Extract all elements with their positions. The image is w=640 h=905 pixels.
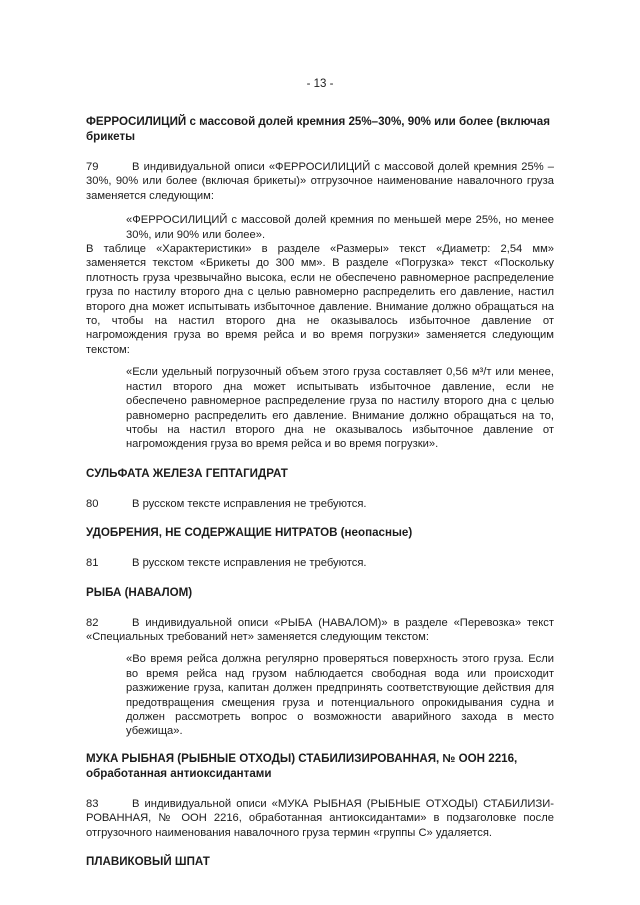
paragraph-79-continued: В таблице «Характеристики» в разделе «Размеры» текст «Диаметр: 2,54 мм» заменяется текстом «Брикеты до 300 мм». В разделе «Погрузка» текст «Поскольку плотность груза чрезвычайно высока, если не обеспечено равномерное распределение груза по настилу второго дна с целью равномерно распределить его давление, настил второго дна может испытывать избыточное давление. Внимание должно обращаться на то, чтобы на настил второго дна не оказывалось избыточное давление от нагромождения груза во время рейса и во время погрузки» заменяется следующим текстом:	[86, 243, 554, 356]
paragraph-number: 79	[86, 161, 99, 173]
paragraph-82	[86, 616, 554, 645]
paragraph-text: В русском тексте исправления не требуются.	[132, 557, 367, 570]
section-heading-fluorspar: ПЛАВИКОВЫЙ ШПАТ	[86, 855, 210, 868]
paragraph-text: В индивидуальной описи «РЫБА (НАВАЛОМ)» в разделе «Перевозка» текст «Специальных требований нет» заменяется следующим текстом:	[86, 616, 554, 643]
paragraph-81	[86, 556, 554, 570]
paragraph-number: 83	[86, 797, 99, 810]
page-number: - 13 -	[306, 78, 334, 90]
paragraph-text: В индивидуальной описи «МУКА РЫБНАЯ (РЫБНЫЕ ОТХОДЫ) СТАБИЛИЗИ-РОВАННАЯ, № ООН 2216, обработанная антиоксидантами» в подзаголовке после отгрузочного наименования навалочного груза термин «группы С» удаляется.	[86, 797, 554, 839]
quote-block: «Если удельный погрузочный объем этого груза составляет 0,56 м³/т или менее, настил второго дна может испытывать избыточное давление, если не обеспечено равномерное распределение груза по настилу второго дна с целью равномерно распределить его давление. Внимание должно обращаться на то, чтобы на настил второго дна не оказывалось избыточное давление от нагромождения груза во время рейса и во время погрузки».	[126, 366, 554, 451]
paragraph-number: 81	[86, 557, 99, 570]
quote-block: «Во время рейса должна регулярно проверяться поверхность этого груза. Если во время рейса над грузом наблюдается свободная вода или происходит разжижение груза, капитан должен предпринять соответствующие действия для предотвращения смещения груза и потенциального опрокидывания судна и должен рассмотреть вопрос о возможности аварийного захода в место убежища».	[126, 653, 554, 738]
paragraph-text: В русском тексте исправления не требуются.	[132, 497, 367, 510]
section-heading-fertilizer: УДОБРЕНИЯ, НЕ СОДЕРЖАЩИЕ НИТРАТОВ (неопасные)	[86, 526, 413, 540]
section-heading-ferrosilicon: ФЕРРОСИЛИЦИЙ с массовой долей кремния 25%–30%, 90% или более (включая брикеты	[86, 115, 550, 143]
section-heading-fish: РЫБА (НАВАЛОМ)	[86, 585, 193, 599]
paragraph-number: 82	[86, 616, 99, 629]
quote-block: «ФЕРРОСИЛИЦИЙ с массовой долей кремния по меньшей мере 25%, но менее 30%, или 90% или более».	[126, 214, 554, 241]
paragraph-80	[86, 497, 554, 511]
section-heading-fishmeal: МУКА РЫБНАЯ (РЫБНЫЕ ОТХОДЫ) СТАБИЛИЗИРОВАННАЯ, № ООН 2216, обработанная антиоксидантами	[86, 751, 518, 780]
paragraph-83	[86, 797, 554, 840]
paragraph-79	[86, 160, 554, 203]
paragraph-number: 80	[86, 497, 99, 510]
paragraph-text: В индивидуальной описи «ФЕРРОСИЛИЦИЙ с массовой долей кремния 25% – 30%, 90% или более (включая брикеты)» отгрузочное наименование навалочного груза заменяется следующим:	[86, 161, 554, 202]
section-heading-sulfate: СУЛЬФАТА ЖЕЛЕЗА ГЕПТАГИДРАТ	[86, 466, 288, 480]
